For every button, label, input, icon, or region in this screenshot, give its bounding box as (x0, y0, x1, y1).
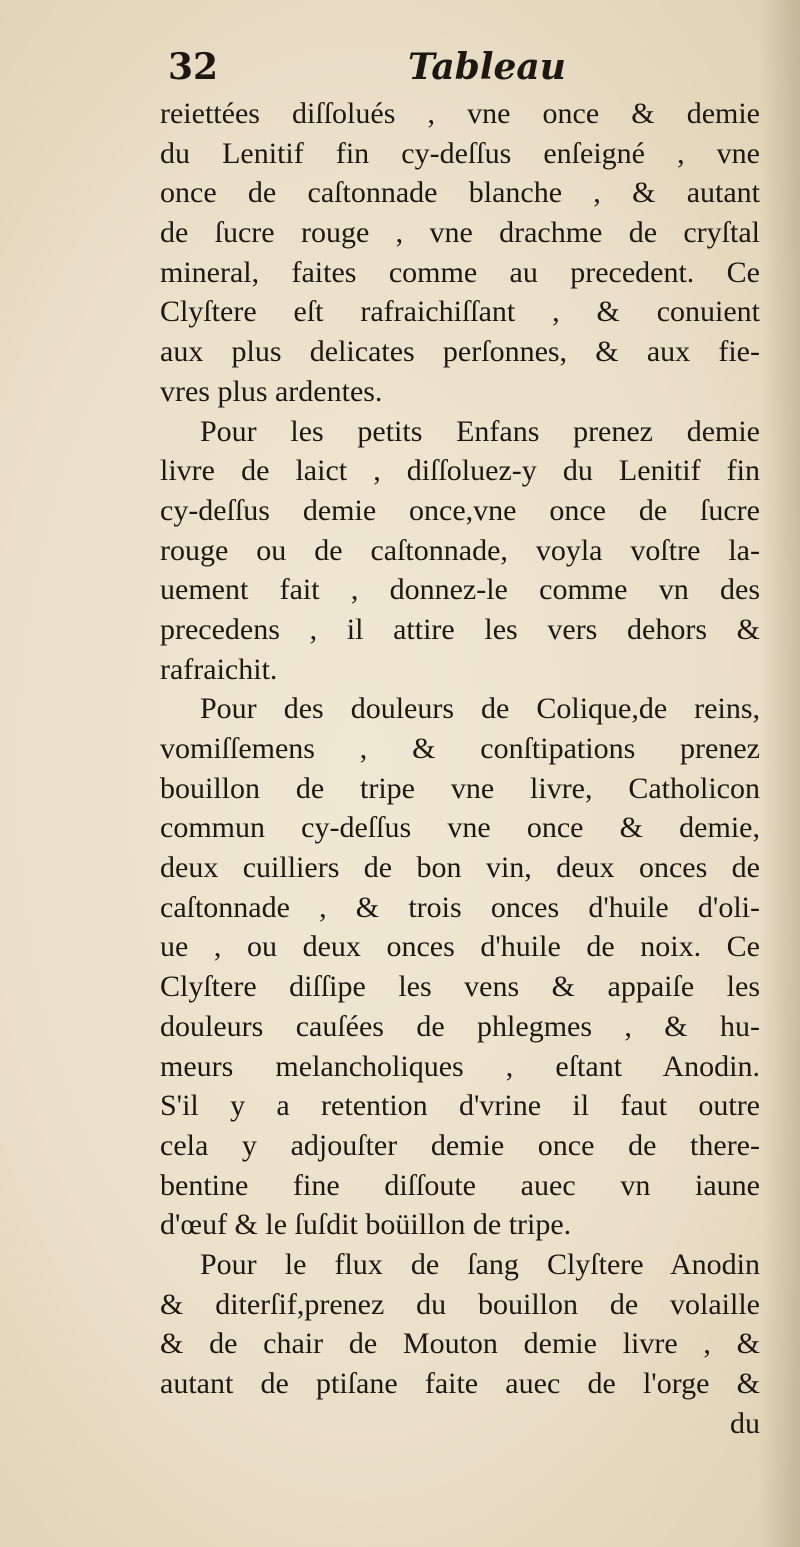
text-line: caſtonnade , & trois onces d'huile d'oli- (160, 890, 760, 924)
text-line: douleurs cauſées de phlegmes , & hu- (160, 1009, 760, 1043)
text-line: Pour le flux de ſang Clyſtere Anodin (200, 1247, 760, 1281)
text-line: vomiſſemens , & conſtipations prenez (160, 732, 760, 765)
text-line: commun cy-deſſus vne once & demie, (160, 811, 760, 845)
running-title: Tableau (408, 46, 566, 88)
text-line: Pour des douleurs de Colique,de reins, (200, 692, 760, 726)
text-line: rouge ou de caſtonnade, voyla voſtre la- (160, 533, 760, 567)
text-line: d'œuf & le ſuſdit boüillon de tripe. (160, 1208, 572, 1242)
text-line: & diterſif,prenez du bouillon de volaille (160, 1287, 760, 1321)
text-line: Clyſtere diſſipe les vens & appaiſe les (160, 970, 760, 1004)
text-line: ue , ou deux onces d'huile de noix. Ce (160, 930, 760, 964)
page-number: 32 (168, 46, 219, 88)
text-line: reiettées diſſolués , vne once & demie (160, 97, 760, 130)
body-text (160, 94, 760, 1443)
text-line: vres plus ardentes. (160, 374, 383, 408)
text-line: du Lenitif fin cy-deſſus enſeigné , vne (160, 136, 760, 170)
text-line: deux cuilliers de bon vin, deux onces de (160, 851, 760, 885)
text-line: cela y adjouſter demie once de there- (160, 1128, 760, 1162)
text-line: autant de ptiſane faite auec de l'orge & (160, 1367, 760, 1400)
text-line: meurs melancholiques , eſtant Anodin. (160, 1049, 760, 1083)
text-line: rafraichit. (160, 652, 278, 686)
text-line: S'il y a retention d'vrine il faut outre (160, 1089, 760, 1123)
running-head (160, 40, 760, 100)
text-line: Pour les petits Enfans prenez demie (200, 414, 760, 448)
text-line: aux plus delicates perſonnes, & aux fie- (160, 335, 760, 369)
catchword: du (730, 1406, 760, 1440)
text-line: precedens , il attire les vers dehors & (160, 612, 760, 646)
text-line: cy-deſſus demie once,vne once de ſucre (160, 493, 760, 527)
text-line: Clyſtere eſt rafraichiſſant , & conuient (160, 295, 760, 329)
text-line: once de caſtonnade blanche , & autant (160, 176, 760, 210)
text-line: & de chair de Mouton demie livre , & (160, 1327, 760, 1361)
text-line: bouillon de tripe vne livre, Catholicon (160, 771, 760, 805)
text-line: uement fait , donnez-le comme vn des (160, 573, 760, 607)
text-line: mineral, faites comme au precedent. Ce (160, 255, 760, 289)
text-line: bentine fine diſſoute auec vn iaune (160, 1168, 760, 1202)
text-line: de ſucre rouge , vne drachme de cryſtal (160, 216, 760, 250)
text-line: livre de laict , diſſoluez-y du Lenitif fin (160, 454, 760, 488)
